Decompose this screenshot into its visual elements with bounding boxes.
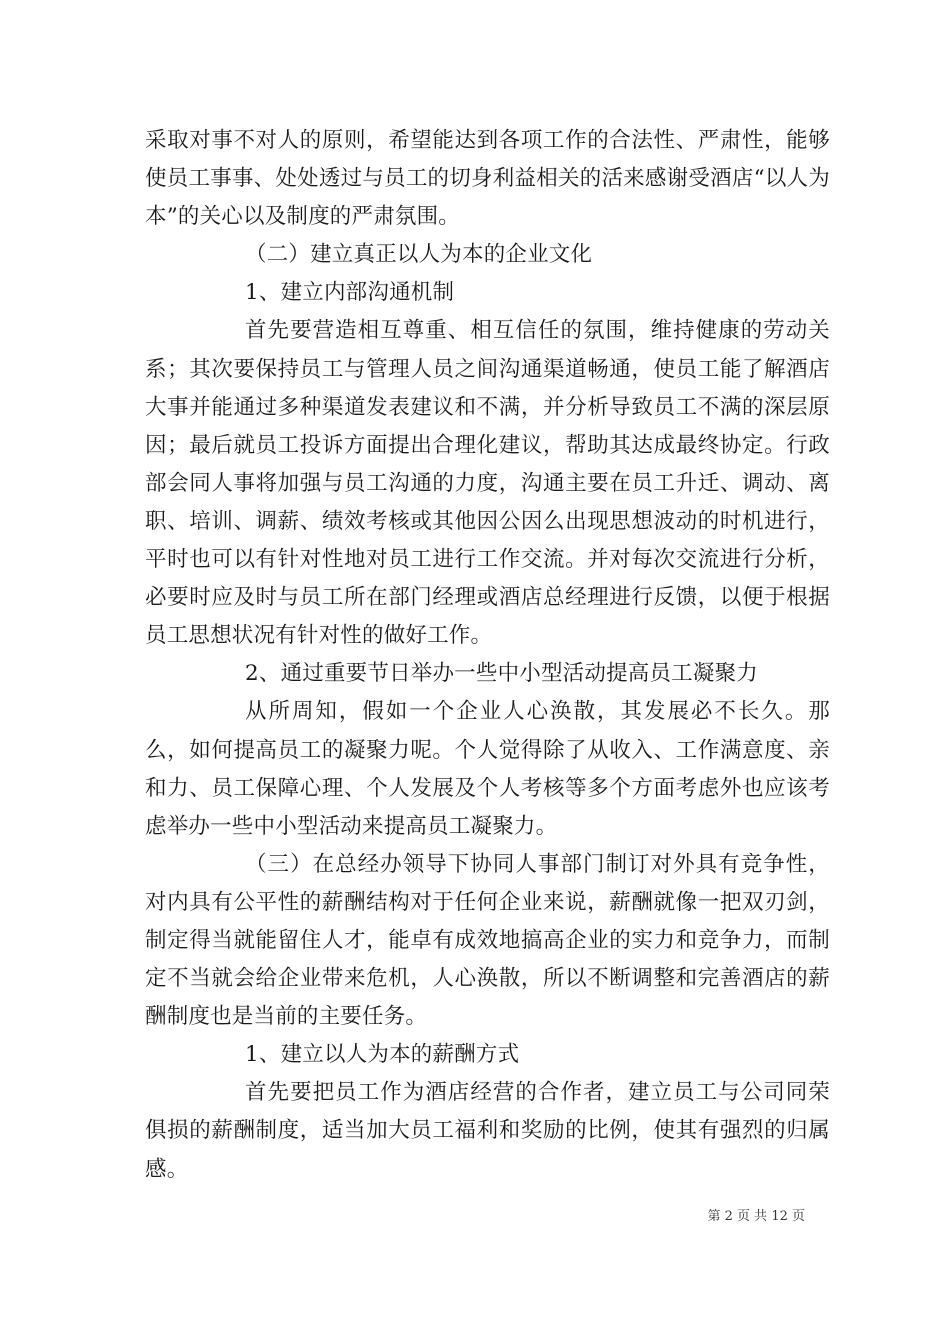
subsection-heading-salary-method: 1、建立以人为本的薪酬方式	[245, 1042, 520, 1068]
page-number-footer: 第 2 页 共 12 页	[707, 1209, 805, 1224]
paragraph-salary-structure: （三）在总经办领导下协同人事部门制订对外具有竞争性，对内具有公平性的薪酬结构对于任何企业来说，薪酬就像一把双刃剑，制定得当就能留住人才，能卓有成效地搞高企业的实力和竞争力，而制定不当就会给企业带来危机，人心涣散，所以不断调整和完善酒店的薪酬制度也是当前的主要任务。	[145, 851, 830, 1030]
subsection-heading-communication: 1、建立内部沟通机制	[245, 280, 455, 306]
section-heading-2: （二）建立真正以人为本的企业文化	[245, 242, 593, 268]
subsection-heading-activities: 2、通过重要节日举办一些中小型活动提高员工凝聚力	[245, 661, 758, 687]
paragraph-communication: 首先要营造相互尊重、相互信任的氛围，维持健康的劳动关系；其次要保持员工与管理人员之间沟通渠道畅通，使员工能了解酒店大事并能通过多种渠道发表建议和不满，并分析导致员工不满的深层原因；最后就员工投诉方面提出合理化建议，帮助其达成最终协定。行政部会同人事将加强与员工沟通的力度，沟通主要在员工升迁、调动、离职、培训、调薪、绩效考核或其他因公因么出现思想波动的时机进行，平时也可以有针对性地对员工进行工作交流。并对每次交流进行分析，必要时应及时与员工所在部门经理或酒店总经理进行反馈，以便于根据员工思想状况有针对性的做好工作。	[145, 318, 830, 649]
paragraph-salary-method: 首先要把员工作为酒店经营的合作者，建立员工与公司同荣俱损的薪酬制度，适当加大员工福利和奖励的比例，使其有强烈的归属感。	[145, 1080, 830, 1182]
document-body	[145, 122, 830, 1189]
paragraph-activities: 从所周知，假如一个企业人心涣散，其发展必不长久。那么，如何提高员工的凝聚力呢。个人觉得除了从收入、工作满意度、亲和力、员工保障心理、个人发展及个人考核等多个方面考虑外也应该考虑举办一些中小型活动来提高员工凝聚力。	[145, 699, 830, 839]
paragraph-continued: 采取对事不对人的原则，希望能达到各项工作的合法性、严肃性，能够使员工事事、处处透过与员工的切身利益相关的活来感谢受酒店“以人为本”的关心以及制度的严肃氛围。	[145, 128, 830, 230]
